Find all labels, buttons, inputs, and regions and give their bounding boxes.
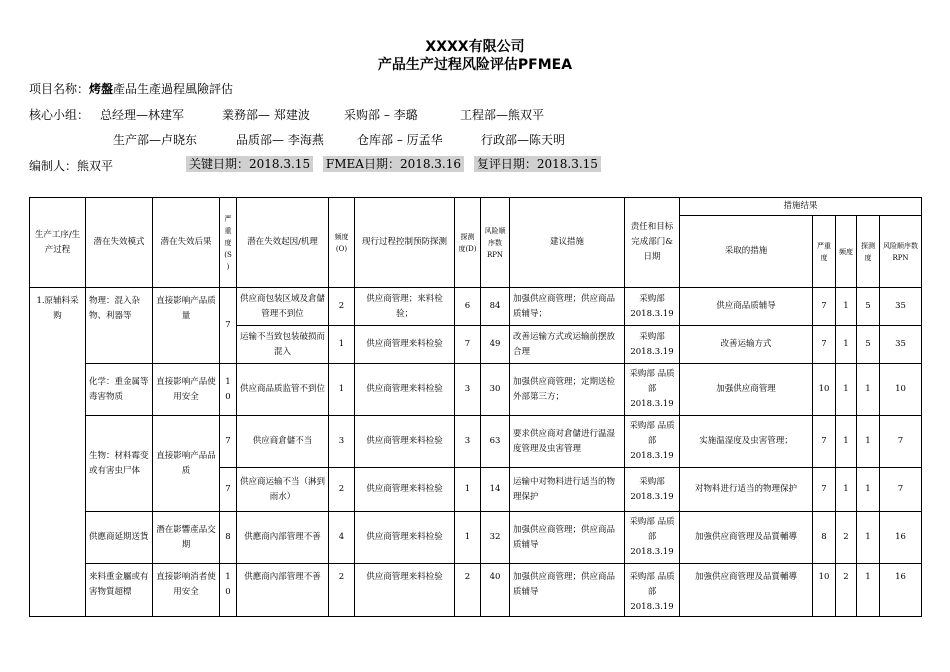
header-cell: 严重度	[813, 216, 836, 288]
cause-cell: 供应商品质监管不到位	[237, 364, 329, 416]
recommended-cell: 运输中对物料进行适当的物理保护	[510, 468, 625, 512]
recommended-cell: 要求供应商对倉儲进行温湿度管理及虫害管理	[510, 416, 625, 468]
failure-effect-cell: 直接影响产品品质	[153, 416, 220, 512]
rpn-cell: 84	[481, 288, 510, 326]
header-cell: 采取的措施	[680, 216, 813, 288]
failure-mode-cell: 化学：重金属等毒害物质	[86, 364, 153, 416]
severity-cell: 10	[220, 564, 237, 617]
responsibility-cell: 采购部 品质部 2018.3.19	[625, 364, 680, 416]
recommended-cell: 加强供应商管理；供应商品质辅导；	[510, 288, 625, 326]
failure-effect-cell: 潛在影響產品交期	[153, 512, 220, 564]
occurrence-cell: 2	[329, 468, 355, 512]
detection-cell: 3	[455, 416, 481, 468]
header-cell: 频度(O)	[329, 198, 355, 288]
action-cell: 加强供应商管理	[680, 364, 813, 416]
result-det-cell: 5	[857, 288, 880, 326]
failure-mode-cell: 物理：混入杂物、利器等	[86, 288, 153, 364]
review-date: 复评日期：2018.3.15	[474, 156, 601, 172]
project-bold: 烤盤	[89, 82, 114, 96]
project-label: 项目名称：	[29, 82, 90, 96]
result-sev-cell: 7	[813, 468, 836, 512]
header-cell: 生产工序/生产过程	[30, 198, 86, 288]
table-row	[30, 288, 922, 326]
result-sev-cell: 7	[813, 416, 836, 468]
recommended-cell: 加强供应商管理；供应商品质辅导	[510, 564, 625, 617]
project-name-line	[29, 80, 233, 97]
recommended-cell: 加强供应商管理；定期送检外部第三方；	[510, 364, 625, 416]
failure-mode-cell: 供應商延期送貨	[86, 512, 153, 564]
header-cell: 现行过程控制预防探测	[355, 198, 455, 288]
result-occ-cell: 1	[836, 364, 857, 416]
header-cell: 严重度(S)	[220, 198, 237, 288]
document-title: 产品生产过程风险评估PFMEA	[377, 57, 573, 73]
result-det-cell: 1	[857, 364, 880, 416]
occurrence-cell: 2	[329, 288, 355, 326]
result-det-cell: 1	[857, 468, 880, 512]
control-cell: 供应商管理来料检验	[355, 564, 455, 617]
project-rest: 產品生產過程風險評估	[113, 82, 234, 96]
header-cell: 风险顺序数RPN	[880, 216, 922, 288]
team-member: 仓库部 – 厉孟华	[357, 133, 443, 147]
result-sev-cell: 10	[813, 564, 836, 617]
header-cell: 措施结果	[680, 198, 922, 216]
header-cell: 探测度(D)	[455, 198, 481, 288]
result-sev-cell: 7	[813, 288, 836, 326]
table-row	[30, 564, 922, 617]
result-occ-cell: 2	[836, 512, 857, 564]
header-cell: 潜在失效后果	[153, 198, 220, 288]
cause-cell: 供应商包装区域及倉儲管理不到位	[237, 288, 329, 326]
result-det-cell: 5	[857, 326, 880, 364]
header-row	[30, 198, 922, 216]
failure-effect-cell: 直接影响产品质量	[153, 288, 220, 364]
result-rpn-cell: 16	[880, 512, 922, 564]
process-cell: 1.原辅料采购	[30, 288, 86, 617]
control-cell: 供应商管理来料检验	[355, 468, 455, 512]
action-cell: 加強供应商管理及品質輔導	[680, 564, 813, 617]
result-det-cell: 1	[857, 564, 880, 617]
rpn-cell: 49	[481, 326, 510, 364]
responsibility-cell: 采购部 品质部 2018.3.19	[625, 416, 680, 468]
rpn-cell: 40	[481, 564, 510, 617]
team-member: 品质部— 李海燕	[236, 133, 324, 147]
severity-cell: 7	[220, 468, 237, 512]
team-member: 总经理—林建军	[100, 108, 185, 122]
severity-cell: 7	[220, 416, 237, 468]
pfmea-table	[29, 197, 922, 617]
occurrence-cell: 3	[329, 416, 355, 468]
control-cell: 供应商管理来料检验	[355, 416, 455, 468]
occurrence-cell: 1	[329, 364, 355, 416]
result-sev-cell: 7	[813, 326, 836, 364]
cause-cell: 供應商內部管理不善	[237, 564, 329, 617]
result-rpn-cell: 7	[880, 416, 922, 468]
result-occ-cell: 2	[836, 564, 857, 617]
result-det-cell: 1	[857, 512, 880, 564]
cause-cell: 供应商倉儲不当	[237, 416, 329, 468]
failure-mode-cell: 来料重金屬或有害物質超標	[86, 564, 153, 617]
action-cell: 加強供应商管理及品質輔導	[680, 512, 813, 564]
result-sev-cell: 8	[813, 512, 836, 564]
table-row	[30, 416, 922, 468]
detection-cell: 1	[455, 512, 481, 564]
action-cell: 对物料进行适当的物理保护	[680, 468, 813, 512]
result-sev-cell: 10	[813, 364, 836, 416]
detection-cell: 2	[455, 564, 481, 617]
failure-effect-cell: 直接影响产品使用安全	[153, 364, 220, 416]
fmea-date: FMEA日期：2018.3.16	[323, 156, 464, 172]
result-rpn-cell: 35	[880, 288, 922, 326]
result-occ-cell: 1	[836, 288, 857, 326]
occurrence-cell: 2	[329, 564, 355, 617]
core-team-label: 核心小组：	[29, 108, 90, 122]
result-occ-cell: 1	[836, 416, 857, 468]
company-title: XXXX有限公司	[425, 39, 525, 55]
header-cell: 潜在失效模式	[86, 198, 153, 288]
responsibility-cell: 采购部 品质部 2018.3.19	[625, 564, 680, 617]
control-cell: 供应商管理来料检验	[355, 512, 455, 564]
severity-cell: 7	[220, 288, 237, 364]
responsibility-cell: 采购部 2018.3.19	[625, 468, 680, 512]
key-dates	[186, 155, 601, 172]
table-row	[30, 364, 922, 416]
team-member: 行政部—陈天明	[481, 133, 566, 147]
result-rpn-cell: 35	[880, 326, 922, 364]
header-cell: 潜在失效起因/机理	[237, 198, 329, 288]
action-cell: 实施温湿度及虫害管理；	[680, 416, 813, 468]
failure-mode-cell: 生物：材料霉变或有害虫尸体	[86, 416, 153, 512]
occurrence-cell: 1	[329, 326, 355, 364]
team-member: 采购部 – 李璐	[344, 108, 418, 122]
rpn-cell: 32	[481, 512, 510, 564]
severity-cell: 8	[220, 512, 237, 564]
header-cell: 探测度	[857, 216, 880, 288]
action-cell: 供应商品质辅导	[680, 288, 813, 326]
team-member: 工程部—熊双平	[460, 108, 545, 122]
header-cell: 频度	[836, 216, 857, 288]
recommended-cell: 加强供应商管理；供应商品质辅导	[510, 512, 625, 564]
control-cell: 供应商管理来料检验	[355, 364, 455, 416]
recommended-cell: 改善运输方式或运输前摆放合理	[510, 326, 625, 364]
detection-cell: 3	[455, 364, 481, 416]
team-member: 生产部—卢晓东	[113, 133, 198, 147]
rpn-cell: 30	[481, 364, 510, 416]
team-member: 業務部— 郑建波	[222, 108, 310, 122]
action-cell: 改善运输方式	[680, 326, 813, 364]
responsibility-cell: 采购部 2018.3.19	[625, 288, 680, 326]
header-cell: 风险顺序数RPN	[481, 198, 510, 288]
responsibility-cell: 采购部 2018.3.19	[625, 326, 680, 364]
rpn-cell: 14	[481, 468, 510, 512]
rpn-cell: 63	[481, 416, 510, 468]
detection-cell: 6	[455, 288, 481, 326]
result-rpn-cell: 7	[880, 468, 922, 512]
responsibility-cell: 采购部 品质部 2018.3.19	[625, 512, 680, 564]
severity-cell: 10	[220, 364, 237, 416]
failure-effect-cell: 直接影响消者使用安全	[153, 564, 220, 617]
table-row	[30, 512, 922, 564]
result-occ-cell: 1	[836, 468, 857, 512]
result-rpn-cell: 16	[880, 564, 922, 617]
occurrence-cell: 4	[329, 512, 355, 564]
key-date: 关键日期：2018.3.15	[186, 156, 313, 172]
cause-cell: 供應商內部管理不善	[237, 512, 329, 564]
detection-cell: 1	[455, 468, 481, 512]
cause-cell: 运输不当致包装破损而混入	[237, 326, 329, 364]
detection-cell: 7	[455, 326, 481, 364]
result-occ-cell: 1	[836, 326, 857, 364]
result-det-cell: 1	[857, 416, 880, 468]
header-cell: 建议措施	[510, 198, 625, 288]
header-cell: 责任和目标完成部门&日期	[625, 198, 680, 288]
cause-cell: 供应商运输不当（淋到雨水）	[237, 468, 329, 512]
control-cell: 供应商管理；来料检验；	[355, 288, 455, 326]
author: 编制人：熊双平	[29, 159, 114, 173]
result-rpn-cell: 10	[880, 364, 922, 416]
control-cell: 供应商管理来料检验	[355, 326, 455, 364]
